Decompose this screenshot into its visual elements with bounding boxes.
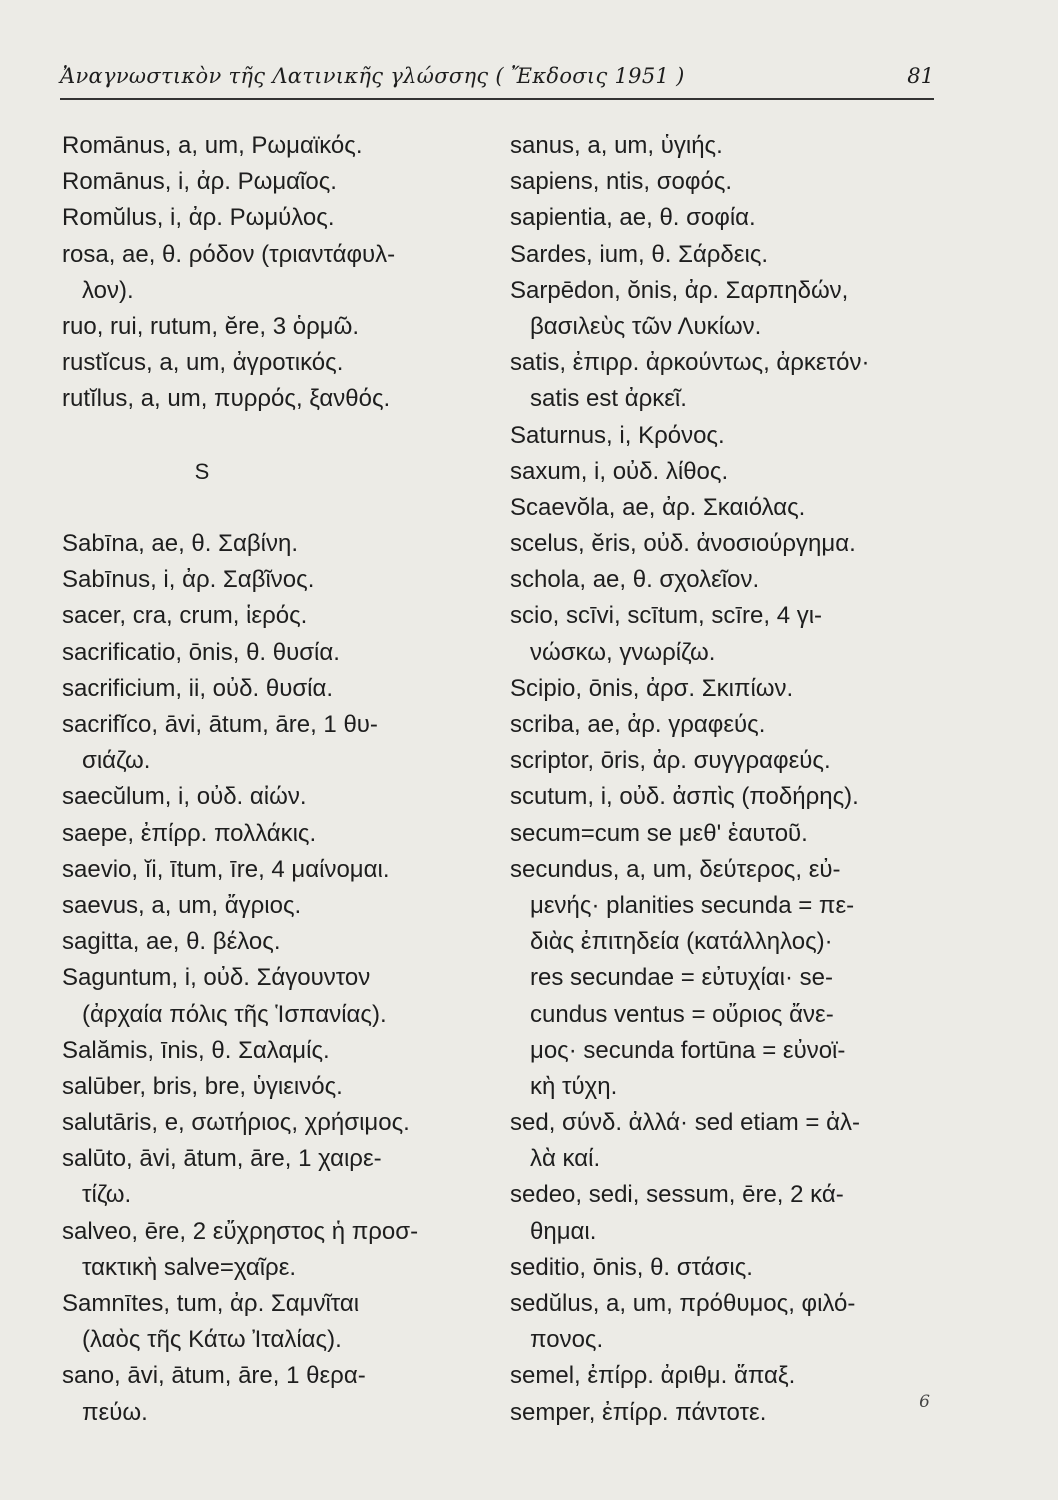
entry-continuation: πεύω. bbox=[82, 1398, 148, 1426]
dictionary-entry: saevus, a, um, ἄγριος. bbox=[62, 891, 302, 919]
dictionary-entry: sacrificatio, ōnis, θ. θυσία. bbox=[62, 638, 340, 666]
dictionary-entry: ruo, rui, rutum, ĕre, 3 ὁρμῶ. bbox=[62, 312, 359, 340]
page-number: 81 bbox=[907, 64, 934, 88]
dictionary-entry: Sabīna, ae, θ. Σαβίνη. bbox=[62, 530, 298, 558]
dictionary-entry: saevio, ĭi, ītum, īre, 4 μαίνομαι. bbox=[62, 855, 390, 883]
dictionary-entry: saxum, i, οὐδ. λίθος. bbox=[510, 457, 729, 485]
dictionary-entry: scutum, i, οὐδ. ἀσπὶς (ποδήρης). bbox=[510, 783, 859, 811]
dictionary-entry: sanus, a, um, ὑγιής. bbox=[510, 132, 723, 159]
dictionary-entry: semper, ἐπίρρ. πάντοτε. bbox=[510, 1398, 767, 1426]
entry-continuation: λον). bbox=[82, 276, 134, 304]
left-column bbox=[62, 128, 502, 1431]
entry-continuation: σιάζω. bbox=[82, 747, 151, 775]
section-letter-heading: S bbox=[194, 458, 210, 484]
dictionary-entry: Scaevŏla, ae, ἀρ. Σκαιόλας. bbox=[510, 493, 806, 521]
blank-line bbox=[62, 490, 502, 526]
entry-continuation: κὴ τύχη. bbox=[530, 1072, 618, 1100]
dictionary-entry: saepe, ἐπίρρ. πολλάκις. bbox=[62, 819, 317, 847]
dictionary-entry: Romānus, a, um, Ρωμαϊκός. bbox=[62, 132, 363, 159]
dictionary-entry: satis, ἐπιρρ. ἀρκούντως, ἀρκετόν· bbox=[510, 349, 870, 377]
entry-continuation: τίζω. bbox=[82, 1181, 132, 1209]
entry-continuation: (ἀρχαία πόλις τῆς Ἱσπανίας). bbox=[82, 1000, 387, 1028]
entry-continuation: satis est ἀρκεῖ. bbox=[530, 385, 687, 413]
dictionary-entry: Sabīnus, i, ἀρ. Σαβῖνος. bbox=[62, 566, 315, 594]
dictionary-entry: sano, āvi, ātum, āre, 1 θερα- bbox=[62, 1362, 366, 1390]
signature-mark: 6 bbox=[919, 1392, 930, 1412]
entry-continuation: τακτικὴ salve=χαῖρε. bbox=[82, 1253, 297, 1281]
dictionary-entry: Scipio, ōnis, ἀρσ. Σκιπίων. bbox=[510, 674, 794, 702]
blank-line bbox=[62, 418, 502, 454]
entry-continuation: βασιλεὺς τῶν Λυκίων. bbox=[530, 312, 762, 340]
dictionary-entry: salūto, āvi, ātum, āre, 1 χαιρε- bbox=[62, 1145, 382, 1173]
dictionary-entry: Salămis, īnis, θ. Σαλαμίς. bbox=[62, 1036, 330, 1064]
entry-continuation: πονος. bbox=[530, 1326, 604, 1354]
entry-continuation: διὰς ἐπιτηδεία (κατάλληλος)· bbox=[530, 928, 833, 956]
dictionary-entry: semel, ἐπίρρ. ἀριθμ. ἅπαξ. bbox=[510, 1362, 796, 1390]
dictionary-entry: secundus, a, um, δεύτερος, εὐ- bbox=[510, 855, 841, 883]
dictionary-entry: schola, ae, θ. σχολεῖον. bbox=[510, 566, 760, 594]
dictionary-entry: sacrificium, ii, οὐδ. θυσία. bbox=[62, 674, 334, 702]
dictionary-entry: sedeo, sedi, sessum, ēre, 2 κά- bbox=[510, 1181, 844, 1209]
dictionary-entry: rosa, ae, θ. ρόδον (τριαντάφυλ- bbox=[62, 240, 396, 268]
entry-continuation: cundus ventus = οὔριος ἄνε- bbox=[530, 1000, 834, 1028]
dictionary-entry: Sarpēdon, ŏnis, ἀρ. Σαρπηδών, bbox=[510, 276, 849, 304]
dictionary-entry: sedŭlus, a, um, πρόθυμος, φιλό- bbox=[510, 1290, 856, 1317]
dictionary-entry: rutĭlus, a, um, πυρρός, ξανθός. bbox=[62, 385, 391, 413]
dictionary-entry: Samnītes, tum, ἀρ. Σαμνῖται bbox=[62, 1290, 360, 1317]
dictionary-entry: seditio, ōnis, θ. στάσις. bbox=[510, 1253, 753, 1281]
header-title: Ἀναγνωστικὸν τῆς Λατινικῆς γλώσσης ( Ἔκδοσις 1951 ) bbox=[60, 64, 685, 88]
dictionary-entry: saecŭlum, i, οὐδ. αἰών. bbox=[62, 783, 307, 811]
dictionary-entry: Romŭlus, i, ἀρ. Ρωμύλος. bbox=[62, 204, 335, 232]
dictionary-entry: scriba, ae, ἀρ. γραφεύς. bbox=[510, 711, 766, 738]
dictionary-entry: salūber, bris, bre, ὑγιεινός. bbox=[62, 1072, 343, 1100]
dictionary-entry: scriptor, ōris, ἀρ. συγγραφεύς. bbox=[510, 747, 831, 775]
entry-continuation: μενής· planities secunda = πε- bbox=[530, 891, 855, 919]
entry-continuation: (λαὸς τῆς Κάτω Ἰταλίας). bbox=[82, 1326, 342, 1354]
right-column bbox=[510, 128, 942, 1431]
dictionary-entry: sacer, cra, crum, ἱερός. bbox=[62, 602, 308, 630]
dictionary-entry: Romānus, i, ἀρ. Ρωμαῖος. bbox=[62, 168, 337, 196]
dictionary-entry: salutāris, e, σωτήριος, χρήσιμος. bbox=[62, 1109, 410, 1137]
dictionary-entry: scio, scīvi, scītum, scīre, 4 γι- bbox=[510, 602, 823, 630]
dictionary-entry: rustĭcus, a, um, ἀγροτικός. bbox=[62, 349, 344, 377]
dictionary-entry: sapiens, ntis, σοφός. bbox=[510, 168, 733, 196]
entry-continuation: θημαι. bbox=[530, 1217, 597, 1245]
entry-continuation: res secundae = εὐτυχίαι· se- bbox=[530, 964, 834, 992]
dictionary-entry: sacrifĭco, āvi, ātum, āre, 1 θυ- bbox=[62, 711, 378, 738]
dictionary-entry: Saturnus, i, Κρόνος. bbox=[510, 421, 725, 449]
entry-continuation: νώσκω, γνωρίζω. bbox=[530, 638, 716, 666]
dictionary-entry: sapientia, ae, θ. σοφία. bbox=[510, 204, 756, 232]
dictionary-entry: scelus, ĕris, οὐδ. ἀνοσιούργημα. bbox=[510, 530, 856, 558]
entry-continuation: λὰ καί. bbox=[530, 1145, 601, 1173]
dictionary-entry: Saguntum, i, οὐδ. Σάγουντον bbox=[62, 964, 371, 992]
running-header bbox=[60, 58, 934, 100]
dictionary-entry: sed, σύνδ. ἀλλά· sed etiam = ἀλ- bbox=[510, 1109, 860, 1137]
dictionary-entry: sagitta, ae, θ. βέλος. bbox=[62, 928, 281, 956]
dictionary-entry: salveo, ēre, 2 εὔχρηστος ἡ προσ- bbox=[62, 1217, 419, 1245]
dictionary-entry: secum=cum se μεθ' ἑαυτοῦ. bbox=[510, 819, 808, 847]
dictionary-entry: Sardes, ium, θ. Σάρδεις. bbox=[510, 240, 769, 268]
entry-continuation: μος· secunda fortūna = εὐνοϊ- bbox=[530, 1036, 846, 1064]
